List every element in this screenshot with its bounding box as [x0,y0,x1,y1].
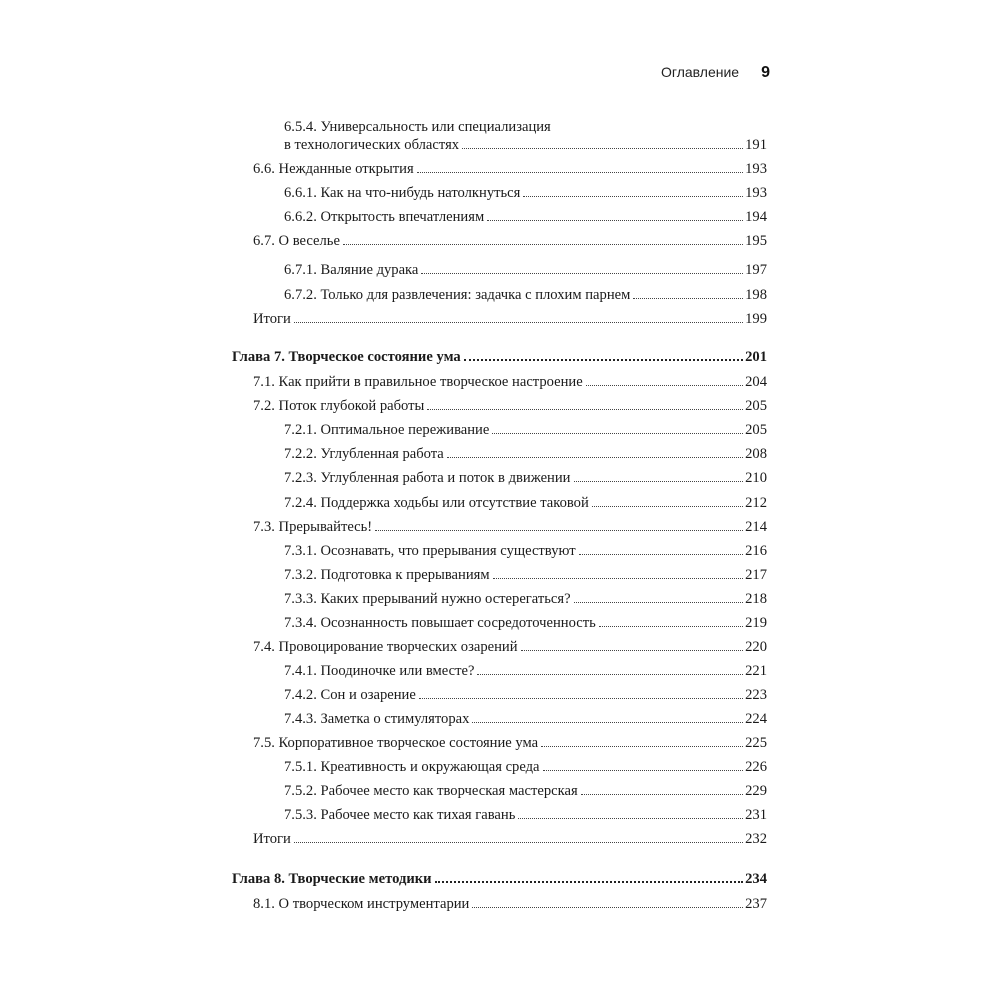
toc-entry-label: 6.7. О веселье [253,233,340,249]
toc-entry-label: в технологических областях [284,137,460,153]
toc-entry[interactable] [284,614,767,632]
toc-entry[interactable] [284,494,767,512]
dot-leader [586,385,743,386]
toc-entry-label: 6.7.1. Валяние дурака [284,262,419,278]
running-header-title: Оглавление [661,64,740,80]
dot-leader [493,578,744,579]
toc-entry[interactable] [284,184,767,202]
toc-entry-label: 7.5.3. Рабочее место как тихая гавань [284,807,516,823]
toc-entry-label: 7.5.1. Креативность и окружающая среда [284,759,540,775]
toc-entry-page: 208 [745,446,767,462]
toc-entry-label: Глава 7. Творческое состояние ума [232,349,461,365]
toc-entry-page: 219 [745,615,767,631]
toc-entry-label: 7.4.1. Поодиночке или вместе? [284,663,475,679]
toc-entry-page: 210 [745,470,767,486]
toc-entry-label: 7.4. Провоцирование творческих озарений [253,639,518,655]
toc-entry[interactable] [284,566,767,584]
toc-entry-label: 7.3.1. Осознавать, что прерывания существуют [284,543,576,559]
toc-entry[interactable] [253,160,767,178]
toc-entry-page: 205 [745,422,767,438]
toc-entry-page: 199 [745,311,767,327]
toc-entry-page: 232 [745,831,767,847]
toc-entry[interactable] [284,710,767,728]
toc-entry-label: Глава 8. Творческие методики [232,871,432,887]
dot-leader [581,794,743,795]
toc-chapter-entry[interactable] [232,870,767,888]
dot-leader [447,457,743,458]
toc-entry[interactable] [284,136,767,154]
toc-entry-label: 7.2. Поток глубокой работы [253,398,425,414]
dot-leader [541,746,743,747]
toc-entry-label: 7.2.2. Углубленная работа [284,446,444,462]
toc-entry[interactable] [253,518,767,536]
toc-entry[interactable] [284,208,767,226]
toc-entry-label: 7.2.4. Поддержка ходьбы или отсутствие таковой [284,495,589,511]
toc-entry-page: 229 [745,783,767,799]
toc-entry-label: 7.1. Как прийти в правильное творческое настроение [253,374,583,390]
dot-leader [419,698,743,699]
toc-entry-label: 7.3.2. Подготовка к прерываниям [284,567,490,583]
dot-leader [427,409,743,410]
toc-entry[interactable] [253,373,767,391]
dot-leader [492,433,743,434]
toc-entry-page: 223 [745,687,767,703]
dot-leader [464,359,743,361]
toc-entry-page: 193 [745,161,767,177]
dot-leader [599,626,743,627]
toc-entry[interactable] [253,895,767,913]
dot-leader [579,554,744,555]
dot-leader [417,172,743,173]
toc-entry[interactable] [284,758,767,776]
dot-leader [487,220,743,221]
toc-chapter-entry[interactable] [232,348,767,366]
dot-leader [523,196,743,197]
toc-entry-label: 7.3.3. Каких прерываний нужно остерегаться? [284,591,571,607]
toc-entry[interactable] [253,397,767,415]
toc-entry-page: 201 [745,349,767,365]
dot-leader [574,602,744,603]
toc-entry-page: 214 [745,519,767,535]
toc-entry-page: 216 [745,543,767,559]
toc-entry-page: 225 [745,735,767,751]
dot-leader [472,907,743,908]
toc-entry-page: 198 [745,287,767,303]
toc-entry-label: 7.4.3. Заметка о стимуляторах [284,711,470,727]
toc-entry-page: 195 [745,233,767,249]
toc-entry-label: Итоги [253,831,291,847]
toc-entry[interactable] [253,830,767,848]
dot-leader [518,818,743,819]
toc-entry-page: 220 [745,639,767,655]
toc-entry-label: 7.2.1. Оптимальное переживание [284,422,490,438]
toc-entry-label: 6.7.2. Только для развлечения: задачка с плохим парнем [284,287,631,303]
toc-entry[interactable] [253,232,767,250]
dot-leader [574,481,744,482]
dot-leader [421,273,743,274]
toc-entry-page: 212 [745,495,767,511]
toc-entry-page: 226 [745,759,767,775]
toc-entry[interactable] [284,542,767,560]
toc-entry-page: 205 [745,398,767,414]
dot-leader [294,842,743,843]
toc-entry-label: 7.3.4. Осознанность повышает сосредоточенность [284,615,596,631]
dot-leader [435,881,744,883]
dot-leader [375,530,743,531]
toc-entry[interactable] [284,469,767,487]
toc-entry-first-line: 6.5.4. Универсальность или специализация [284,119,551,135]
toc-entry[interactable] [284,421,767,439]
dot-leader [462,148,743,149]
toc-entry-page: 197 [745,262,767,278]
toc-entry-label: 6.6. Нежданные открытия [253,161,414,177]
toc-entry-label: 6.6.1. Как на что-нибудь натолкнуться [284,185,521,201]
toc-entry-page: 234 [745,871,767,887]
dot-leader [521,650,744,651]
toc-entry-page: 231 [745,807,767,823]
toc-entry-label: 6.6.2. Открытость впечатлениям [284,209,485,225]
dot-leader [633,298,743,299]
toc-entry[interactable] [284,686,767,704]
toc-entry[interactable] [253,734,767,752]
toc-entry-page: 218 [745,591,767,607]
toc-entry[interactable] [284,806,767,824]
toc-entry-page: 194 [745,209,767,225]
dot-leader [472,722,743,723]
toc-entry-page: 191 [745,137,767,153]
toc-entry[interactable] [284,782,767,800]
toc-entry-label: 8.1. О творческом инструментарии [253,896,470,912]
toc-entry[interactable] [253,310,767,328]
dot-leader [294,322,743,323]
toc-entry-label: 7.3. Прерывайтесь! [253,519,373,535]
toc-entry-page: 221 [745,663,767,679]
dot-leader [343,244,743,245]
dot-leader [543,770,744,771]
toc-entry[interactable] [284,662,767,680]
toc-entry-label: 7.5. Корпоративное творческое состояние ума [253,735,539,751]
toc-entry[interactable] [284,445,767,463]
toc-entry[interactable] [284,590,767,608]
toc-entry[interactable] [253,638,767,656]
toc-entry-page: 193 [745,185,767,201]
toc-entry-page: 217 [745,567,767,583]
toc-entry-label: Итоги [253,311,291,327]
page-number: 9 [761,64,770,81]
toc-entry[interactable] [284,286,767,304]
toc-entry-page: 224 [745,711,767,727]
toc-entry-label: 7.2.3. Углубленная работа и поток в движении [284,470,571,486]
dot-leader [592,506,743,507]
toc-entry[interactable] [284,261,767,279]
toc-entry-page: 237 [745,896,767,912]
toc-entry-label: 7.4.2. Сон и озарение [284,687,416,703]
toc-entry-page: 204 [745,374,767,390]
toc-entry-label: 7.5.2. Рабочее место как творческая мастерская [284,783,578,799]
dot-leader [477,674,743,675]
